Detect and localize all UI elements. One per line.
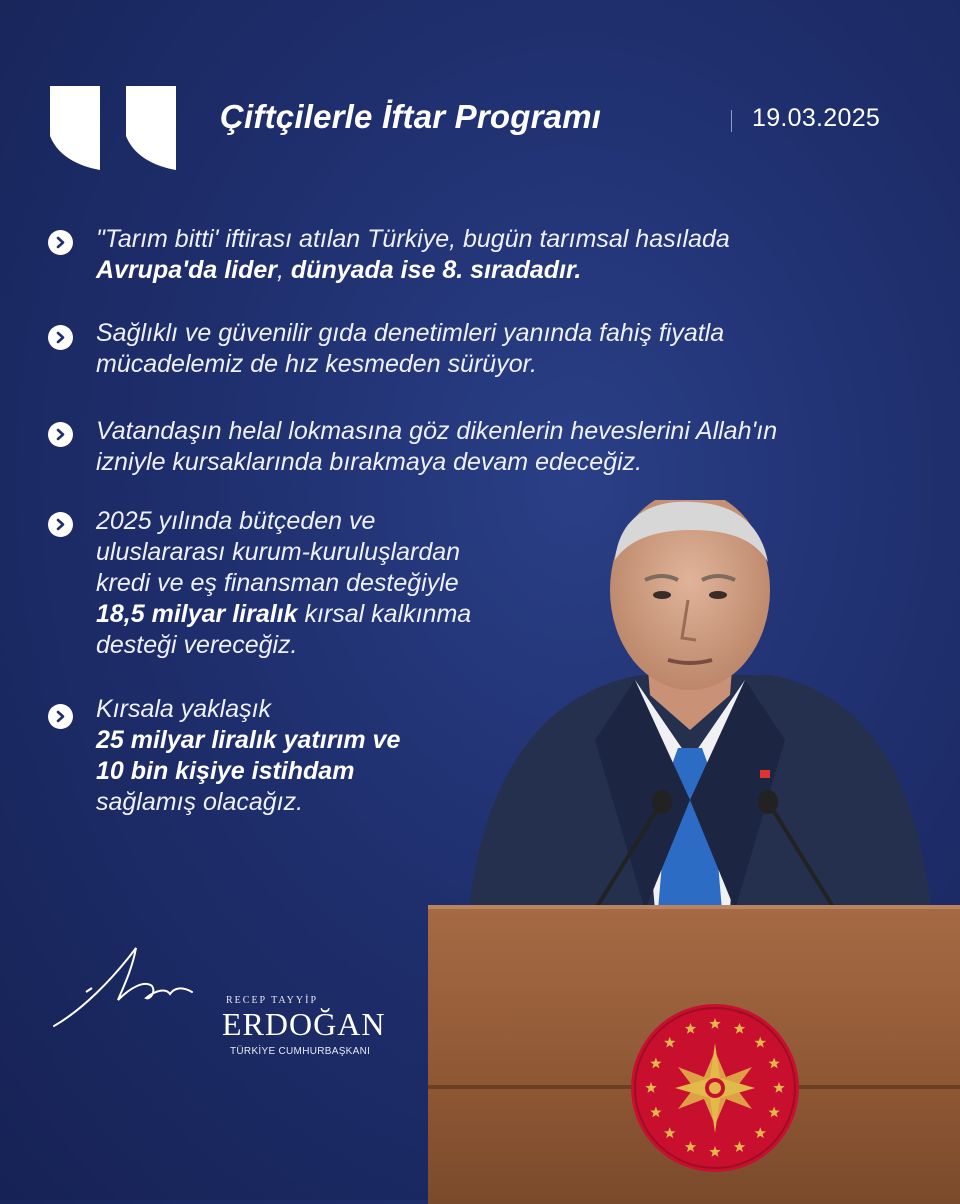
point-2: Sağlıklı ve güvenilir gıda denetimleri yanında fahiş fiyatla mücadelemiz de hız kesmeden sürüyor. [96,319,725,378]
point-1: "Tarım bitti' iftirası atılan Türkiye, bugün tarımsal hasılada Avrupa'da lider, dünyada ise 8. sıradadır. [96,225,730,284]
title-divider [731,110,732,132]
point-4: 2025 yılında bütçeden ve uluslararası kurum-kuruluşlardan kredi ve eş finansman desteğiyle 18,5 milyar liralık kırsal kalkınma desteği vereceğiz. [96,507,472,659]
presidential-seal-icon [630,1003,800,1173]
signature-role: TÜRKİYE CUMHURBAŞKANI [230,1046,371,1057]
point-3: Vatandaşın helal lokmasına göz dikenlerin heveslerini Allah'ın izniyle kursaklarında bırakmaya devam edeceğiz. [96,417,778,476]
chevron-right-icon [48,422,73,447]
quote-mark-icon [126,86,176,170]
signature-first-name: RECEP TAYYİP [226,995,319,1006]
event-date: 19.03.2025 [752,104,881,132]
chevron-right-icon [48,704,73,729]
page-title: Çiftçilerle İftar Programı [220,98,602,135]
chevron-right-icon [48,325,73,350]
signature-last-name: ERDOĞAN [222,1006,386,1042]
signature-mark [52,940,222,1030]
chevron-right-icon [48,512,73,537]
point-5: Kırsala yaklaşık 25 milyar liralık yatırım ve 10 bin kişiye istihdam sağlamış olacağız. [96,695,401,816]
chevron-right-icon [48,230,73,255]
quote-mark-icon [50,86,100,170]
